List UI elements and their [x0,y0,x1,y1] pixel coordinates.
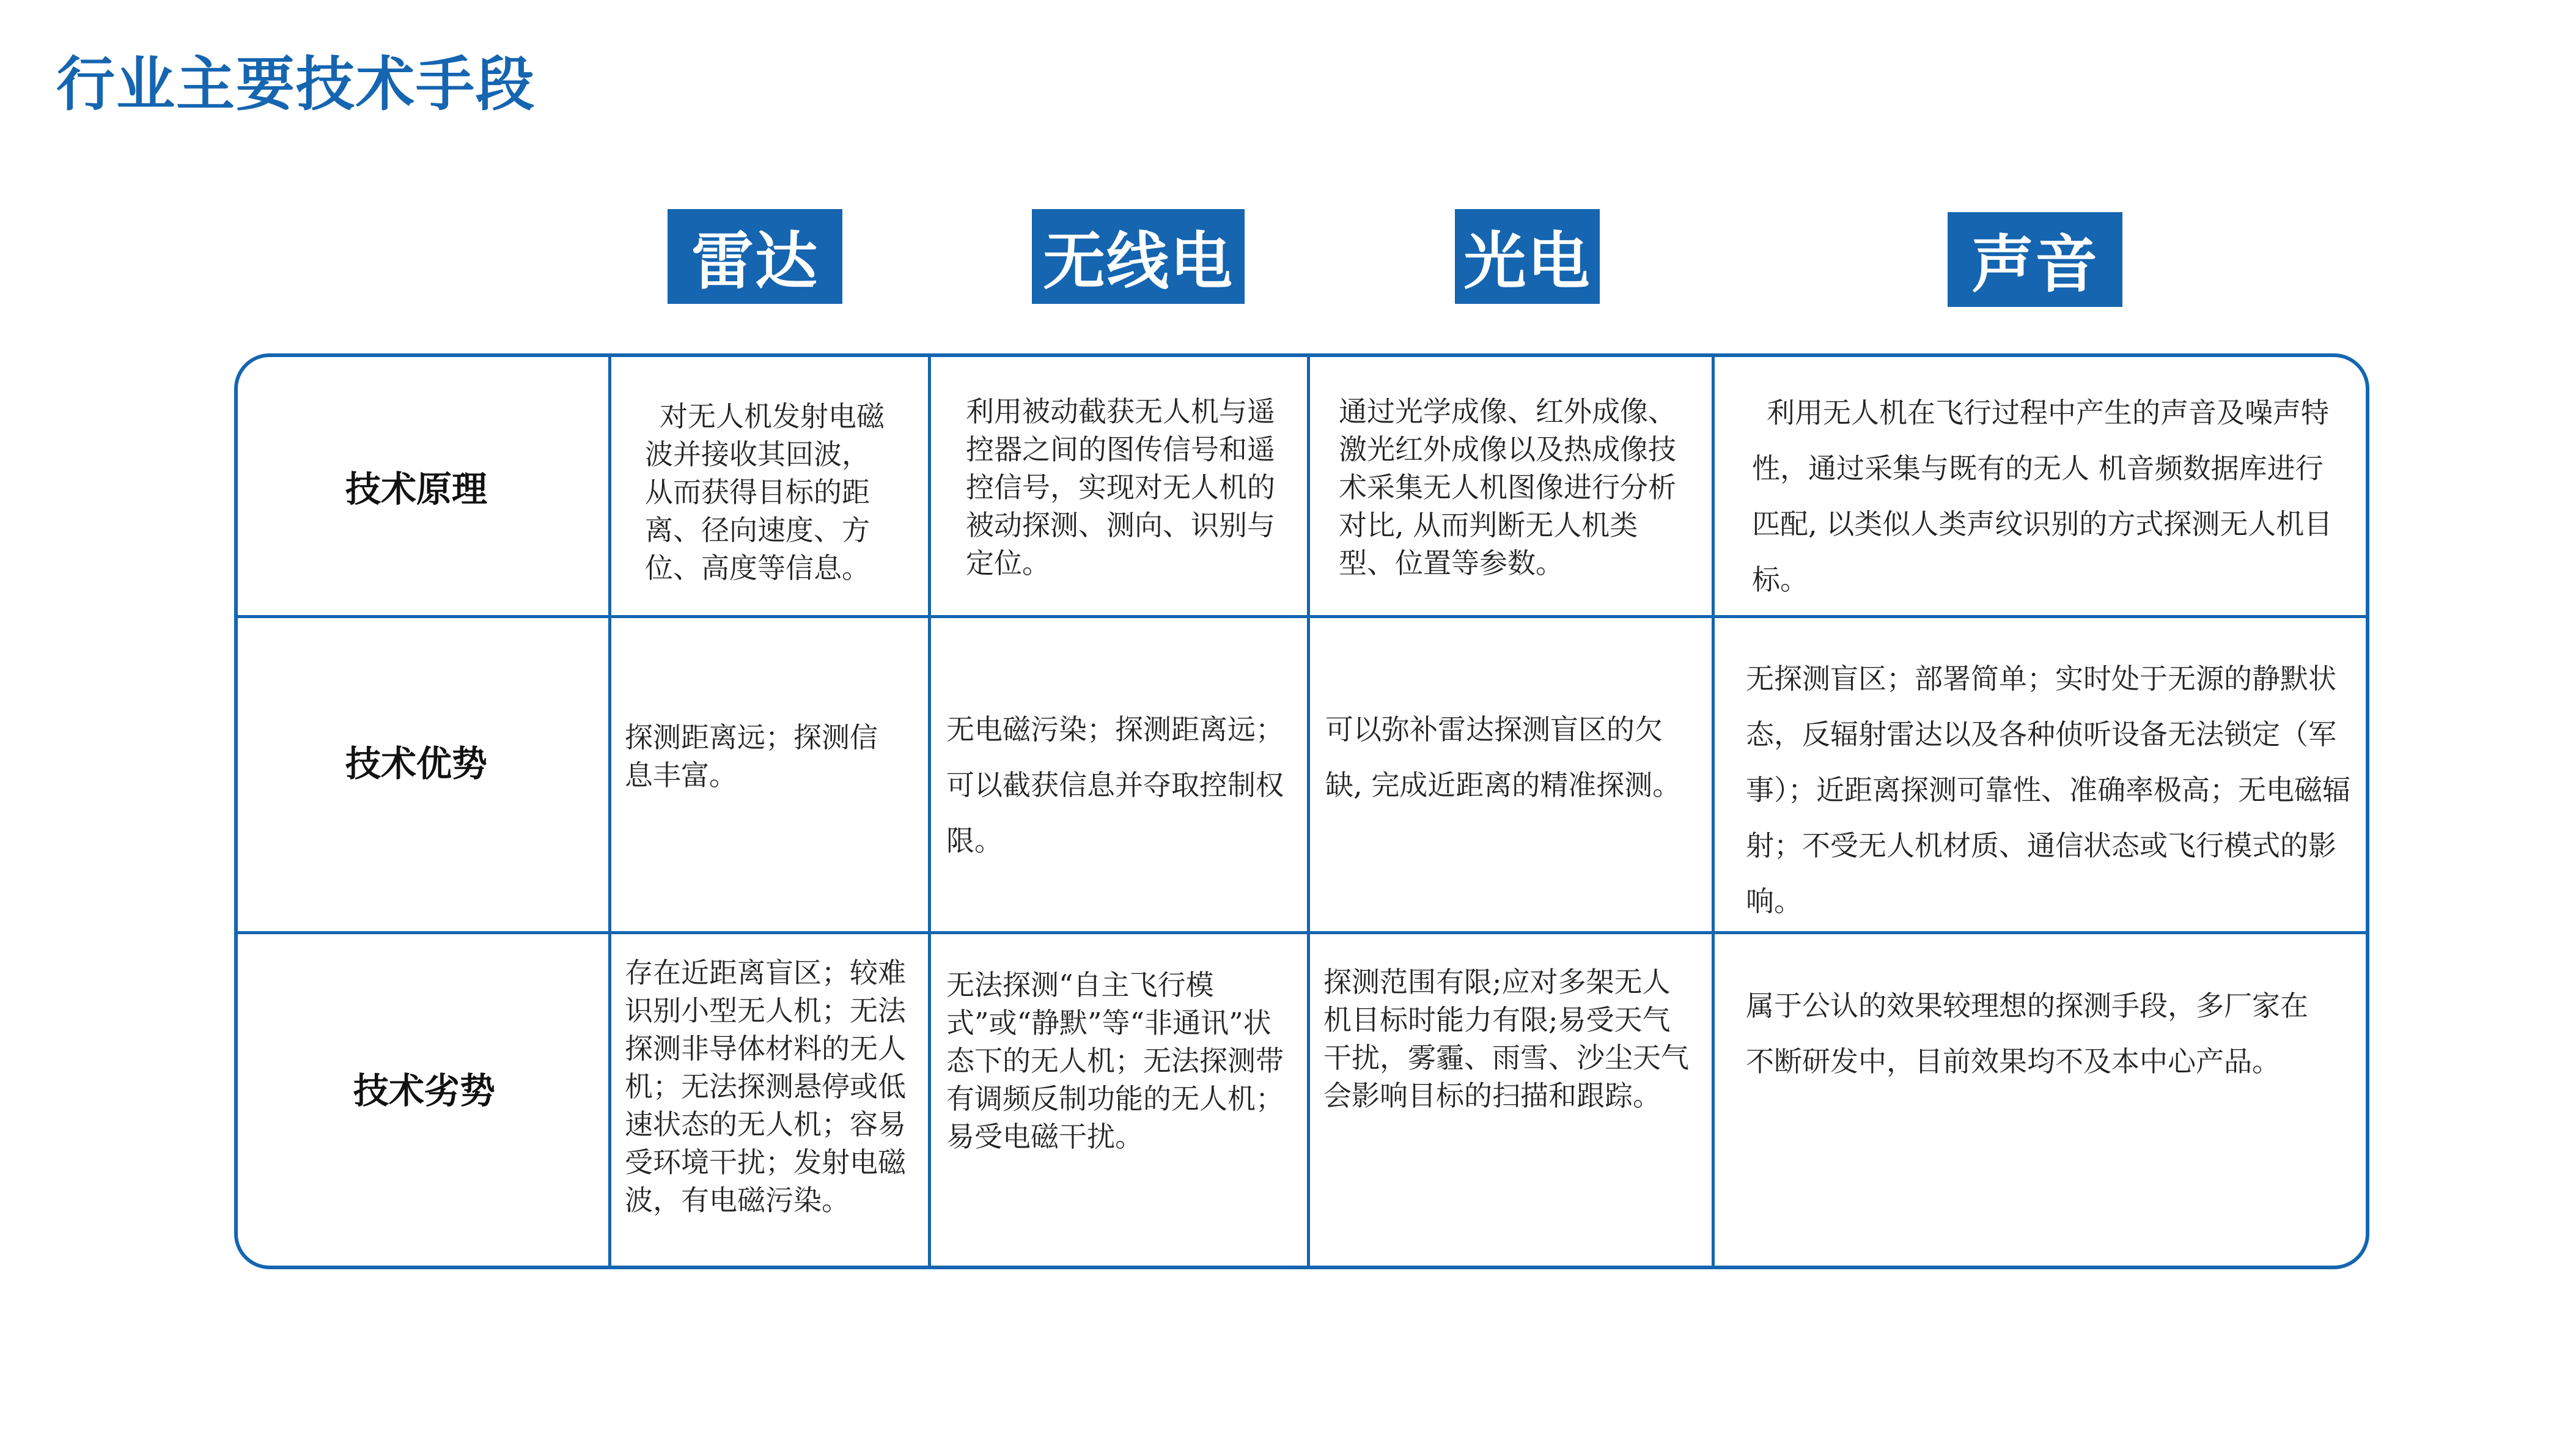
table-cell: 通过光学成像、红外成像、激光红外成像以及热成像技术采集无人机图像进行分析对比, 从而判断无人机类型、位置等参数。 [1339,395,1676,580]
column-header-acoustic: 声音 [1948,212,2122,307]
table-cell: 可以弥补雷达探测盲区的欠缺, 完成近距离的精准探测。 [1325,713,1681,802]
table-cell: 利用无人机在飞行过程中产生的声音及噪声特性，通过采集与既有的无人 机音频数据库进行匹配, 以类似人类声纹识别的方式探测无人机目标。 [1752,396,2333,596]
table-cell: 探测距离远；探测信息丰富。 [625,721,878,792]
row-label-principle: 技术原理 [345,468,488,510]
table-cell: 对无人机发射电磁波并接收其回波，从而获得目标的距离、径向速度、方位、高度等信息。 [645,400,885,584]
table-cell: 无法探测“自主飞行模式”或“静默”等“非通讯”状态下的无人机；无法探测带有调频反制功能的无人机；易受电磁干扰。 [946,968,1284,1153]
table-cell: 属于公认的效果较理想的探测手段，多厂家在不断研发中，目前效果均不及本中心产品。 [1746,989,2308,1078]
table-divider [1307,357,1310,1266]
column-header-optical: 光电 [1455,209,1600,304]
column-header-radar: 雷达 [668,209,842,304]
table-cell: 无探测盲区；部署简单；实时处于无源的静默状态，反辐射雷达以及各种侦听设备无法锁定（军事）；近距离探测可靠性、准确率极高；无电磁辐射；不受无人机材质、通信状态或飞行模式的影响。 [1746,662,2350,918]
table-divider [1712,357,1715,1266]
column-header-radio: 无线电 [1032,209,1245,304]
table-cell: 无电磁污染；探测距离远；可以截获信息并夺取控制权限。 [946,713,1284,857]
table-cell: 探测范围有限;应对多架无人机目标时能力有限;易受天气干扰，雾霾、雨雪、沙尘天气会影响目标的扫描和跟踪。 [1323,965,1689,1112]
table-divider [928,357,931,1266]
page-title: 行业主要技术手段 [56,50,535,119]
table-divider [238,615,2366,618]
table-divider [608,357,611,1266]
table-cell: 存在近距离盲区；较难识别小型无人机；无法探测非导体材料的无人机；无法探测悬停或低速状态的无人机；容易受环境干扰；发射电磁波，有电磁污染。 [625,956,906,1217]
table-cell: 利用被动截获无人机与遥控器之间的图传信号和遥控信号，实现对无人机的被动探测、测向、识别与定位。 [966,395,1275,580]
row-label-advantages: 技术优势 [345,743,488,784]
row-label-disadvantages: 技术劣势 [353,1070,496,1112]
